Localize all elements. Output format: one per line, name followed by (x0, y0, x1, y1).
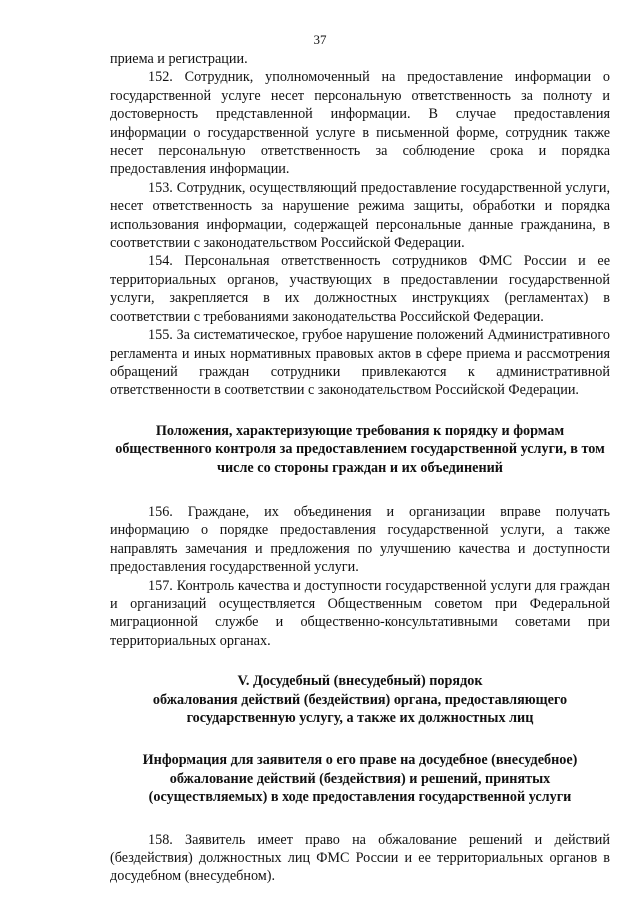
paragraph-continuation: приема и регистрации. (110, 51, 248, 67)
section-v-line-2: обжалования действий (бездействия) органа, предоставляющего (152, 691, 568, 708)
section-v-line-3: государственную услугу, а также их должностных лиц (186, 710, 534, 726)
paragraph-156: 156. Граждане, их объединения и организации вправе получать информацию о порядке предоставления государственной услуги, а также направлять замечания и предложения по улучшению качества и доступности предоставления государственной услуги. (110, 503, 610, 576)
document-body (110, 50, 610, 886)
paragraph-155: 155. За систематическое, грубое нарушение положений Административного регламента и иных нормативных правовых актов в сфере приема и рассмотрения обращений граждан сотрудники привлекаются к административной ответственности в соответствии с законодательством Российской Федерации. (110, 327, 610, 399)
paragraph-153: 153. Сотрудник, осуществляющий предоставление государственной услуги, несет ответственность за нарушение режима защиты, обработки и порядка использования информации, содержащей персональные данные гражданина, в соответствии с законодательством Российской Федерации. (110, 179, 610, 252)
heading-appeal-info: Информация для заявителя о его праве на досудебное (внесудебное) обжалование действий (бездействия) и решений, принятых (осуществляемых) в ходе предоставления государственной услуги (142, 752, 578, 806)
paragraph-152: 152. Сотрудник, уполномоченный на предоставление информации о государственной услуге несет персональную ответственность за полноту и достоверность представленной информации. В случае предоставления информации о государственной услуге в письменной форме, сотрудник также несет персональную ответственность за соблюдение срока и порядка предоставления информации. (110, 69, 610, 178)
paragraph-154: 154. Персональная ответственность сотрудников ФМС России и ее территориальных органов, участвующих в предоставлении государственной услуги, закрепляется в их должностных инструкциях (регламентах) в соответствии с требованиями законодательства Российской Федерации. (110, 253, 610, 325)
section-v-line-1: V. Досудебный (внесудебный) порядок (237, 673, 483, 690)
section-v-title (110, 672, 610, 727)
paragraph-157: 157. Контроль качества и доступности государственной услуги для граждан и организаций осуществляется Общественным советом при Федеральной миграционной службе и общественно-консультативными советами при территориальных органах. (110, 577, 610, 649)
heading-public-control: Положения, характеризующие требования к порядку и формам общественного контроля за предоставлением государственной услуги, в том числе со стороны граждан и их объединений (115, 422, 605, 476)
page-number: 37 (313, 32, 327, 47)
paragraph-158: 158. Заявитель имеет право на обжалование решений и действий (бездействия) должностных лиц ФМС России и ее территориальных органов в досудебном (внесудебном). (110, 831, 610, 885)
